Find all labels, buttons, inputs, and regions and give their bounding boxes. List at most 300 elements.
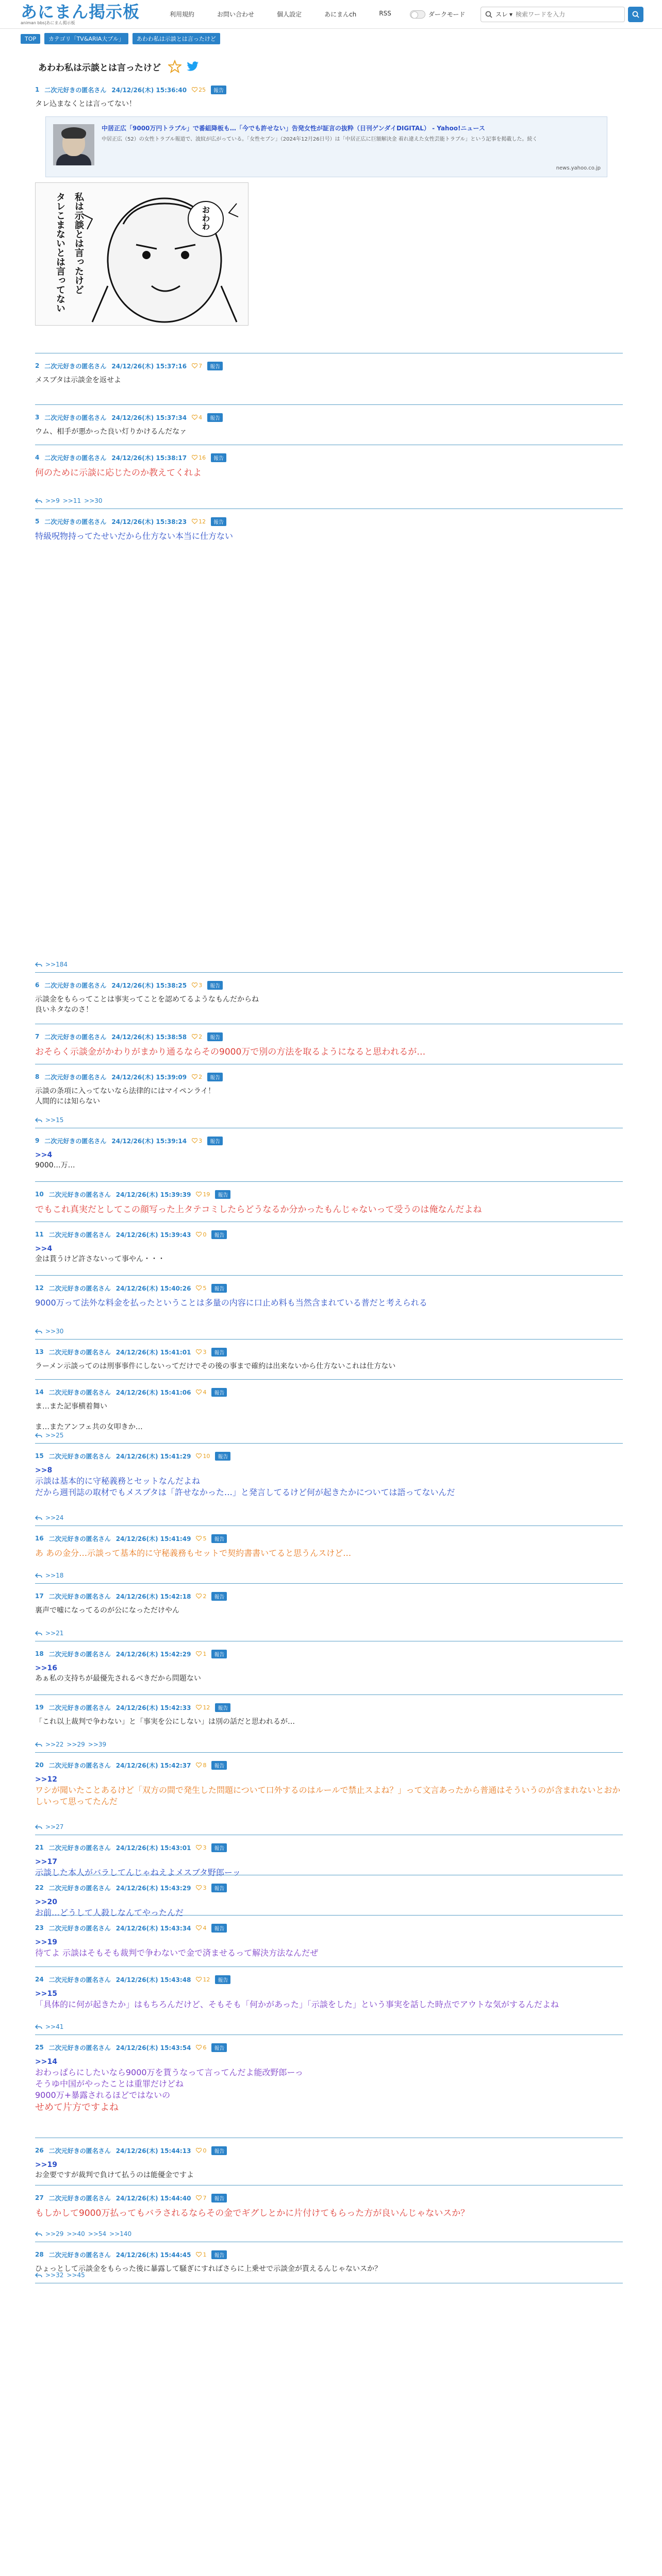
report-button[interactable]: 報告	[207, 981, 223, 990]
like-button[interactable]	[196, 1535, 206, 1542]
post-header	[35, 1843, 623, 1852]
like-button[interactable]	[196, 1231, 206, 1238]
post-text: ラーメン示談ってのは刑事事件にしないってだけでその後の事まで確約は出来ないから仕方ないこれは仕方ない	[35, 1362, 396, 1370]
reply-anchor[interactable]: >>4	[35, 1245, 53, 1253]
like-count: 4	[203, 1388, 207, 1396]
heart-icon	[196, 1232, 202, 1237]
reply-anchor[interactable]: >>16	[35, 1664, 57, 1672]
like-count: 3	[203, 1348, 207, 1355]
manga-speech-text: 私は示談とは言ったけど	[73, 192, 84, 294]
like-button[interactable]	[192, 1033, 202, 1040]
post-author: 二次元好きの匿名さん	[48, 1844, 111, 1852]
post-text: そうゆ中国がやったことは重罪だけどね	[35, 2079, 184, 2089]
post-text: もしかして9000万払ってもバラされるならその金でギグしとかに片付けてもらった方が良いんじゃないスか？	[35, 2208, 470, 2218]
report-button[interactable]: 報告	[211, 1884, 227, 1892]
heart-icon	[196, 2148, 202, 2153]
reply-link[interactable]: >>32	[45, 2272, 64, 2279]
post-text: メスブタは示談金を返せよ	[35, 376, 122, 384]
reply-link[interactable]: >>21	[45, 1630, 64, 1637]
like-button[interactable]	[192, 87, 206, 93]
report-button[interactable]: 報告	[215, 1975, 230, 1984]
reply-link[interactable]: >>30	[84, 497, 103, 504]
post-body	[35, 1145, 623, 1171]
post-author: 二次元好きの匿名さん	[44, 454, 107, 462]
post-body	[35, 1852, 623, 1878]
post-number[interactable]: 6	[35, 981, 40, 989]
like-count: 2	[203, 1592, 207, 1600]
post-author: 二次元好きの匿名さん	[48, 2194, 111, 2202]
news-description: 中居正広（52）の女性トラブル報道で、波紋が広がっている。「女性セブン」（2024年12月26日号）は「中居正広に巨額解決金 着れ違えた女性芸能トラブル」という記事を掲載した。続く	[102, 137, 538, 142]
like-button[interactable]	[192, 363, 202, 369]
post-date: 24/12/26(木) 15:40:26	[115, 1284, 191, 1292]
like-button[interactable]	[196, 1349, 206, 1355]
reply-link[interactable]: >>54	[88, 2230, 107, 2238]
post-author: 二次元好きの匿名さん	[44, 1033, 107, 1041]
post-number[interactable]: 21	[35, 1844, 44, 1851]
post-body	[35, 1198, 623, 1216]
post-date: 24/12/26(木) 15:36:40	[111, 86, 187, 94]
manga-image[interactable]	[35, 182, 249, 326]
like-button[interactable]	[196, 1844, 206, 1851]
reply-anchor[interactable]: >>17	[35, 1858, 57, 1866]
post	[35, 1340, 623, 1380]
post-date: 24/12/26(木) 15:43:54	[115, 2044, 191, 2052]
post	[35, 2185, 623, 2242]
like-button[interactable]	[192, 982, 202, 989]
post-header	[35, 517, 623, 526]
post-body	[35, 1711, 623, 1727]
reply-link[interactable]: >>30	[45, 1328, 64, 1335]
report-button[interactable]: 報告	[215, 1190, 230, 1199]
post-body	[35, 1892, 623, 1919]
like-button[interactable]	[192, 518, 206, 525]
post-body	[35, 421, 623, 437]
post-header	[35, 413, 623, 421]
like-count: 12	[203, 1976, 210, 1983]
like-count: 4	[203, 1924, 207, 1931]
post-number[interactable]: 3	[35, 414, 40, 421]
report-button[interactable]: 報告	[211, 86, 226, 94]
manga-speech-text: おわわ	[201, 206, 210, 230]
like-count: 3	[203, 1844, 207, 1851]
post-author: 二次元好きの匿名さん	[44, 1073, 107, 1081]
post-date: 24/12/26(木) 15:42:29	[115, 1650, 191, 1658]
reply-link[interactable]: >>40	[67, 2230, 85, 2238]
news-link-card[interactable]	[45, 116, 607, 177]
heart-icon	[196, 1651, 202, 1656]
post-author: 二次元好きの匿名さん	[48, 1535, 111, 1543]
like-button[interactable]	[192, 1074, 202, 1080]
post-body	[35, 2155, 623, 2180]
post-header	[35, 1534, 623, 1543]
post	[35, 1753, 623, 1835]
nav-animanch[interactable]: あにまんch	[324, 11, 357, 18]
heart-icon	[196, 1885, 202, 1890]
post-body	[35, 2052, 623, 2114]
post-list	[0, 77, 662, 2283]
reply-link[interactable]: >>45	[67, 2272, 85, 2279]
post-text: 特級呪物持ってたせいだから仕方ない本当に仕方ない	[35, 531, 234, 541]
reply-arrow-icon	[35, 2273, 42, 2278]
twitter-bird-icon[interactable]	[187, 61, 199, 72]
post	[35, 2242, 623, 2283]
post-body	[35, 526, 623, 542]
post-date: 24/12/26(木) 15:41:29	[115, 1452, 191, 1460]
post-header	[35, 2250, 623, 2259]
post-header	[35, 2043, 623, 2052]
reply-links	[35, 2230, 131, 2238]
report-button[interactable]: 報告	[211, 2250, 227, 2259]
heart-icon	[196, 1977, 202, 1982]
post-header	[35, 1592, 623, 1600]
report-button[interactable]: 報告	[211, 517, 226, 526]
heart-icon	[196, 1925, 202, 1930]
report-button[interactable]: 報告	[211, 1592, 227, 1601]
heart-icon	[192, 363, 197, 368]
report-button[interactable]: 報告	[207, 362, 223, 370]
reply-anchor[interactable]: >>15	[35, 1990, 57, 1998]
post-author: 二次元好きの匿名さん	[48, 1704, 111, 1711]
post-date: 24/12/26(木) 15:38:23	[111, 518, 187, 526]
reply-arrow-icon	[35, 962, 42, 967]
reply-anchor[interactable]: >>19	[35, 2161, 57, 2169]
post-number[interactable]: 24	[35, 1976, 44, 1983]
like-button[interactable]	[196, 1593, 206, 1600]
heart-icon	[196, 2195, 202, 2200]
post-body	[35, 1769, 623, 1807]
heart-icon	[192, 87, 197, 92]
heart-icon	[196, 1285, 202, 1291]
report-button[interactable]: 報告	[211, 1230, 227, 1239]
post-date: 24/12/26(木) 15:39:39	[115, 1191, 191, 1198]
post-text: おわっぱらにしたいなら9000万を貰うなって言ってんだよ能改野郎ーっ	[35, 2067, 303, 2077]
heart-icon	[196, 1705, 202, 1710]
post	[35, 445, 623, 509]
post-header	[35, 1703, 623, 1711]
like-button[interactable]	[196, 1704, 210, 1711]
post-date: 24/12/26(木) 15:43:29	[115, 1884, 191, 1892]
nav-rss[interactable]: RSS	[379, 10, 391, 17]
reply-link[interactable]: >>140	[109, 2230, 132, 2238]
reply-link[interactable]: >>27	[45, 1823, 64, 1831]
reply-link[interactable]: >>184	[45, 961, 68, 968]
post-body	[35, 1081, 623, 1107]
post-number[interactable]: 26	[35, 2147, 44, 2154]
post-date: 24/12/26(木) 15:37:34	[111, 414, 187, 421]
like-count: 3	[203, 1884, 207, 1891]
post-text: ま…また記事横着舞い	[35, 1402, 107, 1411]
post-header	[35, 1137, 623, 1145]
post-body	[35, 1932, 623, 1959]
post-text: だから週刊誌の取材でもメスブタは「許せなかった…」と発言してるけど何が起きたかについては語ってないんだ	[35, 1487, 455, 1497]
reply-link[interactable]: >>41	[45, 2023, 64, 2030]
like-count: 5	[203, 1284, 207, 1292]
heart-icon	[196, 1536, 202, 1541]
reply-arrow-icon	[35, 2231, 42, 2236]
like-button[interactable]	[196, 1925, 206, 1931]
post-text: 9000万って法外な料金を払ったということは多量の内容に口止め料も当然含まれている普だと考えられる	[35, 1298, 427, 1308]
post-text: せめて片方ですよね	[35, 2102, 119, 2113]
post	[35, 1695, 623, 1753]
report-button[interactable]: 報告	[211, 1348, 227, 1357]
post-number[interactable]: 9	[35, 1137, 40, 1144]
search-scope-label: スレ	[495, 11, 508, 18]
post-number[interactable]: 28	[35, 2251, 44, 2258]
post-number[interactable]: 12	[35, 1284, 44, 1292]
search-button[interactable]	[628, 7, 643, 22]
post-date: 24/12/26(木) 15:42:37	[115, 1761, 191, 1769]
like-button[interactable]	[196, 2147, 206, 2154]
like-button[interactable]	[196, 2251, 206, 2258]
reply-arrow-icon	[35, 1515, 42, 1520]
post-body	[35, 1984, 623, 2010]
post-header	[35, 1452, 623, 1460]
post-date: 24/12/26(木) 15:42:33	[115, 1704, 191, 1711]
search-scope-select[interactable]	[495, 10, 512, 19]
site-logo[interactable]	[21, 4, 140, 25]
search-box	[481, 7, 625, 22]
post-number[interactable]: 10	[35, 1191, 44, 1198]
reply-link[interactable]: >>39	[88, 1741, 107, 1748]
report-button[interactable]: 報告	[207, 1032, 223, 1041]
reply-anchor[interactable]: >>12	[35, 1775, 57, 1784]
report-button[interactable]: 報告	[211, 1843, 227, 1852]
post-header	[35, 2194, 623, 2202]
report-button[interactable]: 報告	[211, 1534, 227, 1543]
report-button[interactable]: 報告	[211, 1388, 227, 1397]
post-author: 二次元好きの匿名さん	[48, 1452, 111, 1460]
like-count: 6	[203, 2044, 207, 2051]
heart-icon	[196, 1453, 202, 1459]
post-text	[35, 1412, 623, 1422]
reply-anchor[interactable]: >>4	[35, 1151, 53, 1159]
post-number[interactable]: 17	[35, 1592, 44, 1600]
post-body	[35, 94, 623, 326]
news-thumbnail	[53, 124, 94, 165]
report-button[interactable]: 報告	[211, 453, 226, 462]
heart-icon	[192, 1034, 197, 1039]
news-title[interactable]: 中居正広「9000万円トラブル」で番組降板も…「今でも許せない」告発女性が証言の抜粋（日刊ゲンダイDIGITAL） - Yahoo!ニュース	[102, 125, 485, 132]
post-text: 良いネタなのさ！	[35, 1006, 93, 1014]
post-number[interactable]: 20	[35, 1761, 44, 1769]
post-text: ウム、相手が悪かった良い灯りかけるんだなァ	[35, 428, 187, 436]
post-text: お金要ですが裁判で負けて払うのは能優金ですよ	[35, 2171, 194, 2179]
news-domain: news.yahoo.co.jp	[556, 165, 601, 171]
post-text: タレ込まなくとは言ってない！	[35, 100, 136, 108]
report-button[interactable]: 報告	[207, 1073, 223, 1081]
post-body	[35, 1396, 623, 1432]
post-header	[35, 1073, 623, 1081]
post-number[interactable]: 8	[35, 1073, 40, 1080]
heart-icon	[196, 1762, 202, 1768]
reply-link[interactable]: >>24	[45, 1514, 64, 1521]
post-number[interactable]: 23	[35, 1924, 44, 1931]
reply-anchor[interactable]: >>20	[35, 1898, 57, 1906]
heart-icon	[192, 1074, 197, 1079]
post-header	[35, 1284, 623, 1292]
star-icon[interactable]	[168, 60, 181, 73]
post-body	[35, 2259, 623, 2274]
post	[35, 1380, 623, 1444]
reply-link[interactable]: >>15	[45, 1116, 64, 1124]
like-count: 8	[203, 1761, 207, 1769]
like-button[interactable]	[196, 1651, 206, 1657]
like-button[interactable]	[196, 1285, 206, 1292]
report-button[interactable]: 報告	[211, 2194, 227, 2202]
reply-link[interactable]: >>25	[45, 1432, 64, 1439]
post	[35, 1641, 623, 1695]
like-button[interactable]	[196, 1453, 210, 1460]
reply-anchor[interactable]: >>14	[35, 2058, 57, 2066]
post-number[interactable]: 1	[35, 86, 40, 93]
post-date: 24/12/26(木) 15:44:40	[115, 2194, 191, 2202]
post-body	[35, 2202, 623, 2219]
like-count: 5	[203, 1535, 207, 1542]
like-button[interactable]	[196, 2195, 206, 2201]
report-button[interactable]: 報告	[211, 2043, 227, 2052]
report-button[interactable]: 報告	[215, 1452, 230, 1461]
post	[35, 1444, 623, 1526]
reply-link[interactable]: >>11	[62, 497, 81, 504]
post-header	[35, 1032, 623, 1041]
report-button[interactable]: 報告	[215, 1703, 230, 1712]
post-body	[35, 1658, 623, 1684]
post-author: 二次元好きの匿名さん	[48, 1924, 111, 1932]
like-button[interactable]	[192, 414, 202, 421]
post-number[interactable]: 11	[35, 1231, 44, 1238]
post-author: 二次元好きの匿名さん	[48, 1761, 111, 1769]
like-button[interactable]	[196, 1976, 210, 1983]
reply-link[interactable]: >>22	[45, 1741, 64, 1748]
search-icon	[632, 11, 639, 18]
post-number[interactable]: 2	[35, 362, 40, 369]
report-button[interactable]: 報告	[211, 1924, 227, 1933]
report-button[interactable]: 報告	[211, 2146, 227, 2155]
like-button[interactable]	[196, 1191, 210, 1198]
reply-links	[35, 1514, 63, 1521]
reply-arrow-icon	[35, 1631, 42, 1636]
darkmode-toggle[interactable]	[410, 10, 425, 19]
post-header	[35, 1230, 623, 1239]
post-text: あ あの金分…示談って基本的に守秘義務もセットで契約書書いてると思うんスけど…	[35, 1548, 352, 1558]
report-button[interactable]: 報告	[211, 1650, 227, 1658]
like-count: 4	[198, 414, 203, 421]
reply-arrow-icon	[35, 1329, 42, 1334]
post-date: 24/12/26(木) 15:42:18	[115, 1592, 191, 1600]
post-text: 「これ以上裁判で争わない」と「事実を公にしない」は別の話だと思われるが…	[35, 1718, 295, 1726]
report-button[interactable]: 報告	[211, 1761, 227, 1770]
post-number[interactable]: 13	[35, 1348, 44, 1355]
post	[35, 1875, 623, 1916]
reply-link[interactable]: >>9	[45, 497, 60, 504]
post	[35, 1526, 623, 1584]
site-header	[0, 0, 662, 29]
reply-links	[35, 1116, 63, 1124]
post-author: 二次元好きの匿名さん	[44, 362, 107, 370]
post-number[interactable]: 4	[35, 454, 40, 461]
post	[35, 509, 623, 973]
reply-links	[35, 497, 103, 504]
post-text: ワシが聞いたことあるけど「双方の間で発生した問題について口外するのはルールで禁止スよね？」って文言あったから普通はそういうのが含まれないとおかしいって思ってたんだ	[35, 1785, 621, 1806]
post	[35, 1916, 623, 1967]
post-number[interactable]: 19	[35, 1704, 44, 1711]
search-input[interactable]	[516, 11, 620, 18]
thread-title: あわわ私は示談とは言ったけど	[38, 62, 161, 73]
post-body	[35, 1600, 623, 1616]
like-button[interactable]	[196, 2044, 206, 2051]
reply-link[interactable]: >>18	[45, 1572, 64, 1579]
post	[35, 1222, 623, 1276]
breadcrumb-top[interactable]: TOP	[21, 34, 40, 44]
heart-icon	[192, 1138, 197, 1143]
post-body	[35, 1356, 623, 1371]
post-number[interactable]: 25	[35, 2044, 44, 2051]
post	[35, 353, 623, 405]
nav-contact[interactable]: お問い合わせ	[217, 11, 255, 18]
like-count: 3	[198, 1137, 203, 1144]
post-number[interactable]: 27	[35, 2194, 44, 2201]
post-body	[35, 370, 623, 385]
post-author: 二次元好きの匿名さん	[48, 1976, 111, 1984]
report-button[interactable]: 報告	[207, 1137, 223, 1145]
report-button[interactable]: 報告	[207, 413, 223, 422]
post-number[interactable]: 14	[35, 1388, 44, 1396]
like-button[interactable]	[192, 454, 206, 461]
heart-icon	[196, 2045, 202, 2050]
like-button[interactable]	[196, 1885, 206, 1891]
post-author: 二次元好きの匿名さん	[48, 1284, 111, 1292]
reply-link[interactable]: >>29	[67, 1741, 85, 1748]
like-button[interactable]	[192, 1138, 202, 1144]
like-button[interactable]	[196, 1762, 206, 1769]
post-body	[35, 1460, 623, 1498]
reply-anchor[interactable]: >>8	[35, 1466, 53, 1475]
like-count: 1	[203, 2251, 207, 2258]
post-text: お前…どうして人殺しなんてやったんだ	[35, 1908, 184, 1918]
post-number[interactable]: 7	[35, 1033, 40, 1040]
post-author: 二次元好きの匿名さん	[48, 2251, 111, 2259]
nav-settings[interactable]: 個人設定	[277, 11, 302, 18]
logo-title: あにまん掲示板	[21, 2, 140, 22]
like-count: 0	[203, 2147, 207, 2154]
reply-link[interactable]: >>29	[45, 2230, 64, 2238]
post-author: 二次元好きの匿名さん	[44, 86, 107, 94]
post-author: 二次元好きの匿名さん	[48, 1231, 111, 1239]
report-button[interactable]: 報告	[211, 1284, 227, 1293]
nav-terms[interactable]: 利用規約	[170, 11, 195, 18]
breadcrumb-thread[interactable]: あわわ私は示談とは言ったけど	[133, 33, 220, 44]
like-count: 12	[203, 1704, 210, 1711]
post-author: 二次元好きの匿名さん	[48, 2147, 111, 2155]
heart-icon	[192, 455, 197, 460]
post-header	[35, 1348, 623, 1356]
like-button[interactable]	[196, 1389, 206, 1396]
post-number[interactable]: 22	[35, 1884, 44, 1891]
like-count: 1	[203, 1650, 207, 1657]
like-count: 7	[198, 362, 203, 369]
post-header	[35, 2146, 623, 2155]
post-number[interactable]: 16	[35, 1535, 44, 1542]
post-number[interactable]: 5	[35, 518, 40, 525]
post-date: 24/12/26(木) 15:41:01	[115, 1348, 191, 1356]
breadcrumb-category[interactable]: カテゴリ「TV&ARIA大ブル」	[44, 33, 128, 44]
post-number[interactable]: 18	[35, 1650, 44, 1657]
post-text: 示談金をもらってことは事実ってことを認めてるようなもんだからね	[35, 995, 259, 1004]
post-number[interactable]: 15	[35, 1452, 44, 1460]
reply-anchor[interactable]: >>19	[35, 1938, 57, 1946]
like-count: 3	[198, 981, 203, 989]
post-header	[35, 981, 623, 989]
